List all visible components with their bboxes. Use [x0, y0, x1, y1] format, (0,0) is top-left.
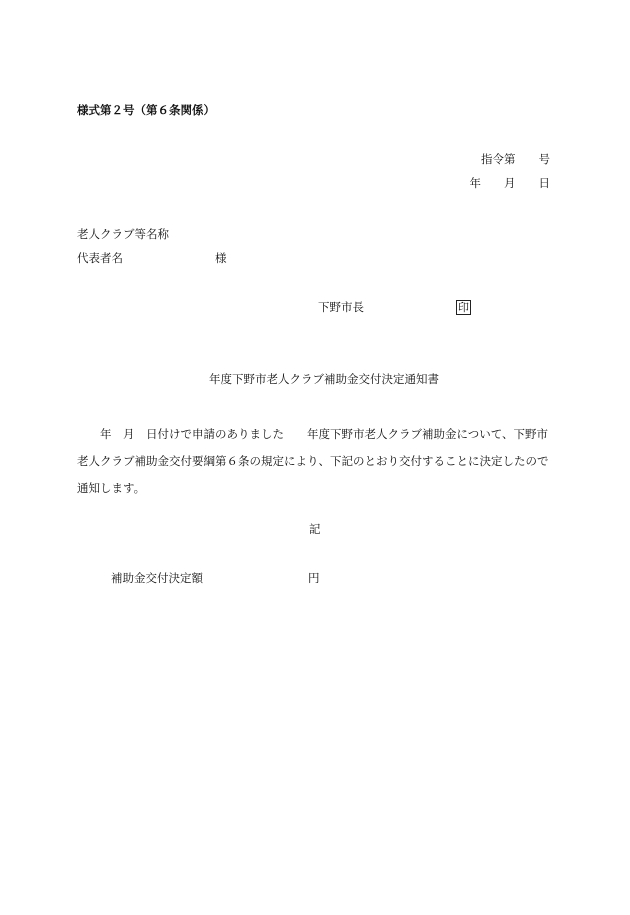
issue-date: 年 月 日: [469, 176, 550, 190]
body-line-3: 通知します。: [77, 481, 146, 495]
body-line-2: 老人クラブ補助金交付要綱第６条の規定により、下記のとおり交付することに決定したので: [77, 454, 549, 468]
command-number: 指令第 号: [481, 152, 550, 166]
issuer-title: 下野市長: [318, 300, 364, 314]
document-title: 年度下野市老人クラブ補助金交付決定通知書: [209, 372, 439, 386]
amount-unit: 円: [308, 571, 320, 585]
body-line-1: 年 月 日付けで申請のありました 年度下野市老人クラブ補助金について、下野市: [100, 427, 549, 441]
body-paragraph: [77, 421, 555, 502]
honorific: 様: [215, 251, 227, 265]
note-heading: 記: [309, 522, 321, 536]
representative-label: 代表者名: [77, 251, 123, 265]
form-label: 様式第２号（第６条関係）: [77, 103, 215, 117]
club-name-label: 老人クラブ等名称: [77, 227, 169, 241]
amount-label: 補助金交付決定額: [111, 571, 203, 585]
seal-mark: 印: [458, 301, 469, 314]
